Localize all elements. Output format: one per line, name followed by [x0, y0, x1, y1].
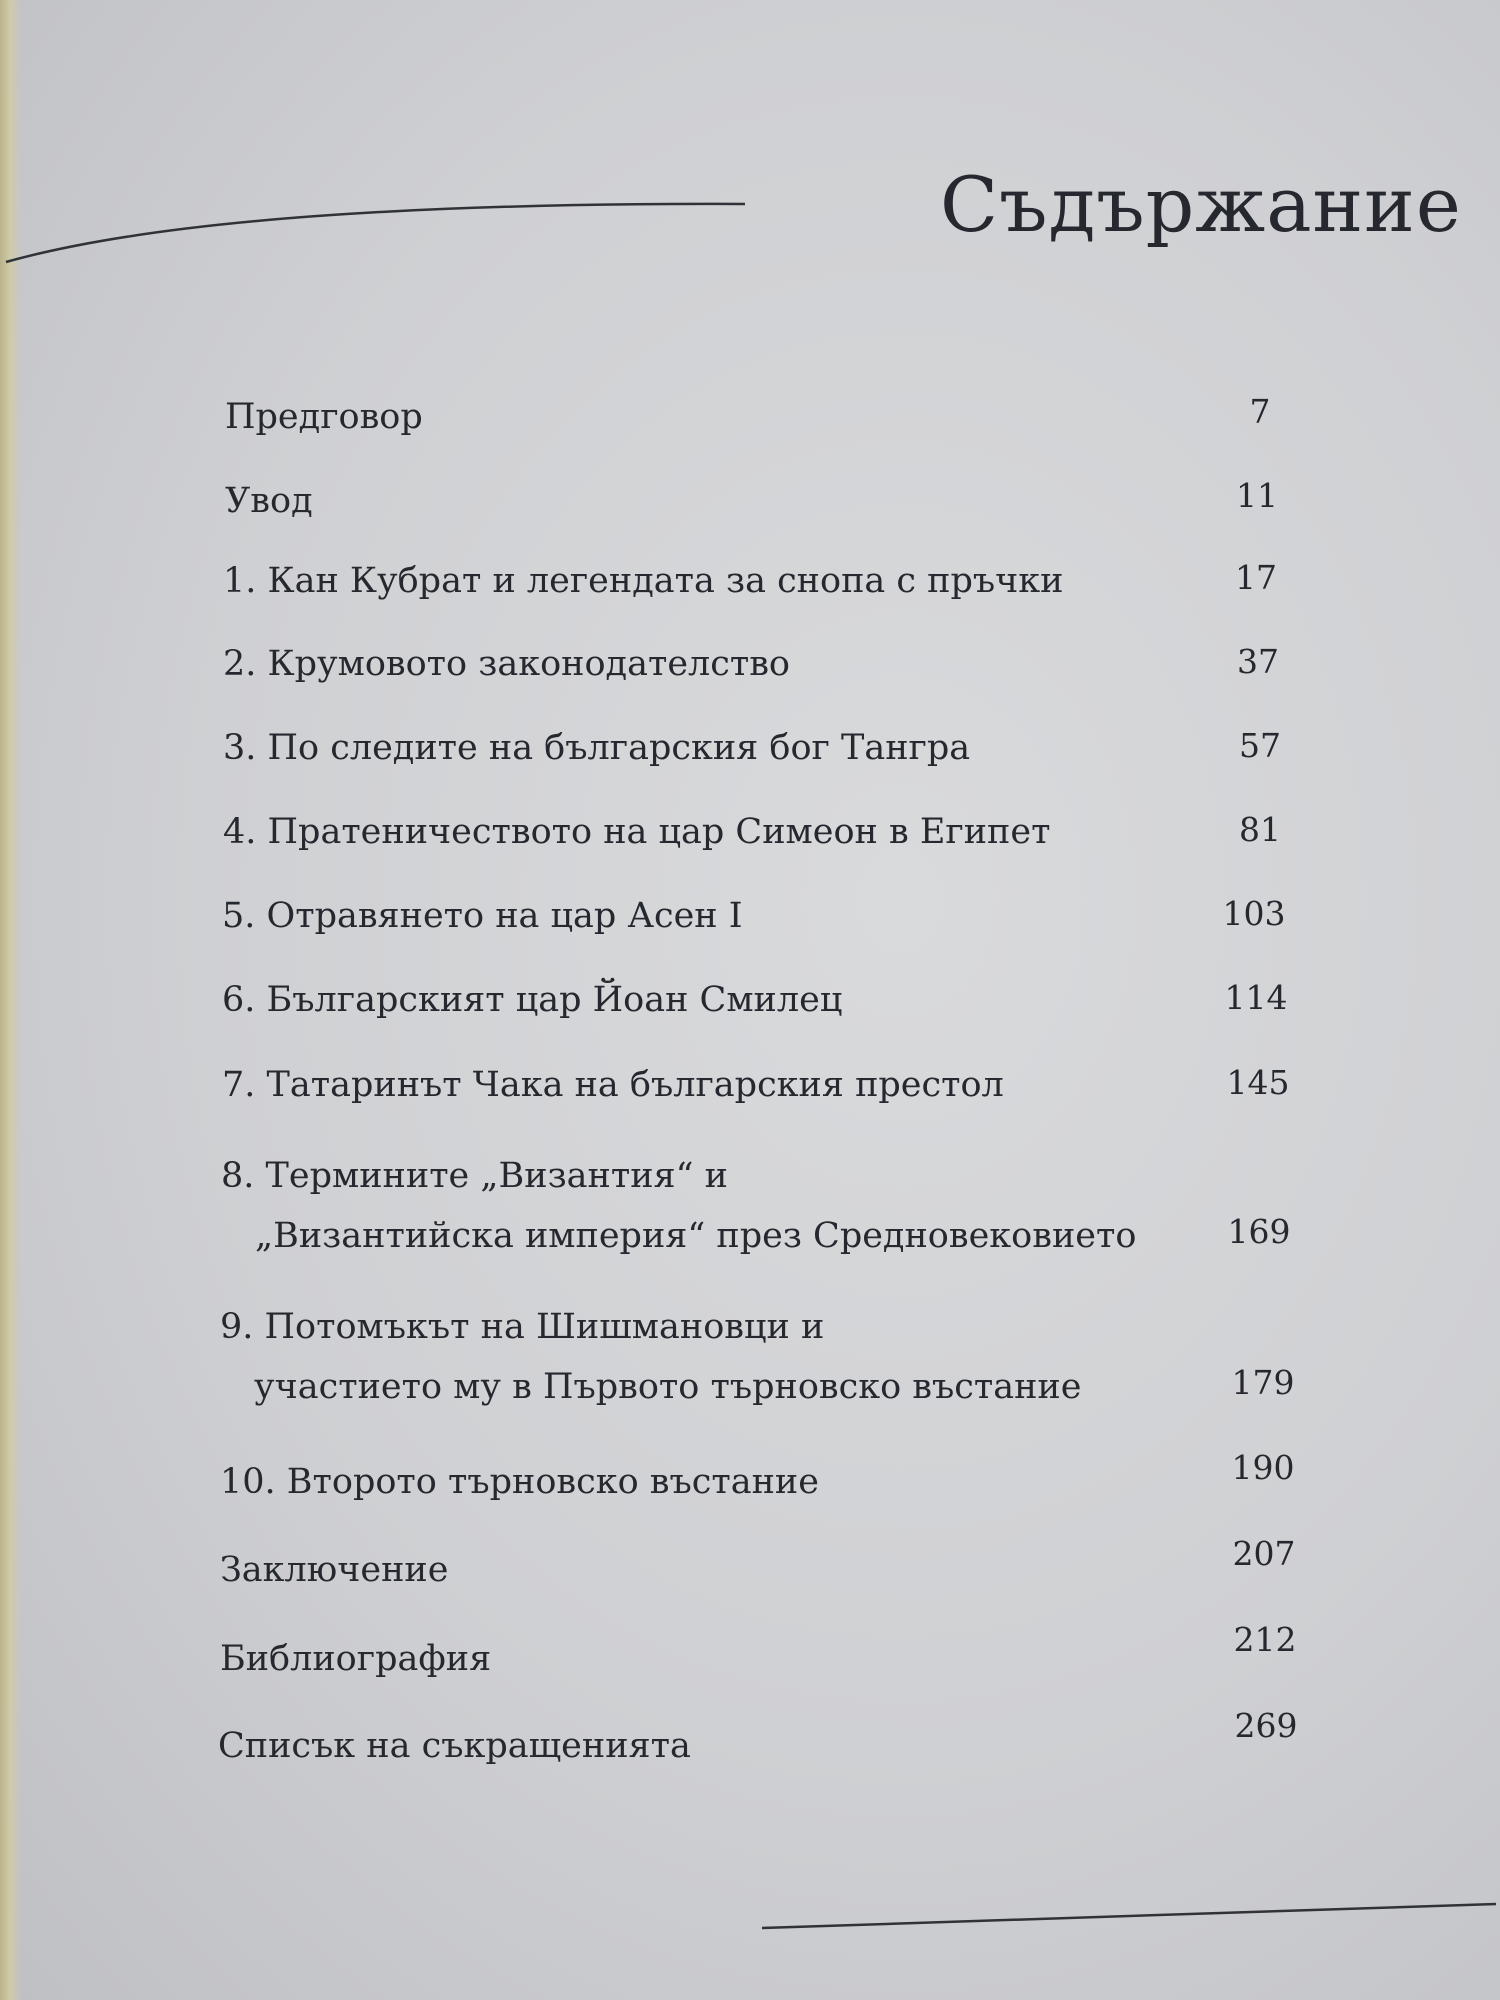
toc-entry-title-bibliography: Библиография: [220, 1639, 492, 1679]
toc-entry-title-chapter-6: 6. Българският цар Йоан Смилец: [222, 980, 843, 1020]
page-title: Съдържание: [940, 160, 1462, 249]
toc-entry-title-chapter-8: [221, 1146, 1136, 1266]
toc-entry-page-chapter-4: 81: [1239, 810, 1281, 849]
toc-entry-title-chapter-8-line-1: 8. Термините „Византия“ и: [221, 1156, 728, 1196]
toc-entry-title-chapter-7: 7. Татаринът Чака на българския престол: [222, 1065, 1004, 1105]
toc-entry-page-bibliography: 212: [1233, 1620, 1297, 1659]
toc-entry-title-preface: Предговор: [225, 397, 423, 437]
toc-entry-page-preface: 7: [1249, 392, 1271, 431]
toc-entry-page-chapter-7: 145: [1226, 1063, 1290, 1102]
toc-entry-title-chapter-3: 3. По следите на българския бог Тангра: [223, 728, 971, 768]
toc-entry-title-chapter-4: 4. Пратеничеството на цар Симеон в Египет: [223, 812, 1051, 852]
toc-entry-page-chapter-10: 190: [1231, 1448, 1295, 1487]
toc-entry-page-chapter-1: 17: [1235, 558, 1277, 597]
toc-entry-title-chapter-9: [220, 1297, 1081, 1417]
toc-entry-page-chapter-9: 179: [1231, 1363, 1295, 1402]
toc-entry-title-chapter-9-line-2: участието му в Първото търновско въстание: [254, 1367, 1082, 1407]
toc-entry-title-chapter-5: 5. Отравянето на цар Асен I: [222, 896, 743, 936]
toc-entry-title-abbreviations: Списък на съкращенията: [218, 1726, 691, 1766]
bottom-decorative-rule: [760, 1890, 1500, 1930]
toc-entry-title-chapter-1: 1. Кан Кубрат и легендата за снопа с пръчки: [223, 561, 1064, 601]
toc-entry-page-introduction: 11: [1236, 476, 1278, 515]
toc-entry-title-conclusion: Заключение: [220, 1550, 449, 1590]
toc-entry-title-chapter-10: 10. Второто търновско въстание: [220, 1462, 819, 1502]
toc-entry-page-conclusion: 207: [1232, 1534, 1296, 1573]
toc-entry-title-chapter-9-line-1: 9. Потомъкът на Шишмановци и: [220, 1307, 825, 1347]
toc-entry-page-chapter-8: 169: [1227, 1212, 1291, 1251]
toc-entry-page-chapter-2: 37: [1237, 642, 1279, 681]
toc-entry-page-chapter-6: 114: [1224, 978, 1288, 1017]
toc-entry-page-chapter-5: 103: [1222, 894, 1286, 933]
toc-entry-page-abbreviations: 269: [1234, 1706, 1298, 1745]
toc-entry-title-introduction: Увод: [225, 481, 313, 521]
toc-entry-title-chapter-2: 2. Крумовото законодателство: [223, 644, 791, 684]
toc-entry-page-chapter-3: 57: [1239, 726, 1281, 765]
toc-entry-title-chapter-8-line-2: „Византийска империя“ през Средновековието: [255, 1216, 1137, 1256]
